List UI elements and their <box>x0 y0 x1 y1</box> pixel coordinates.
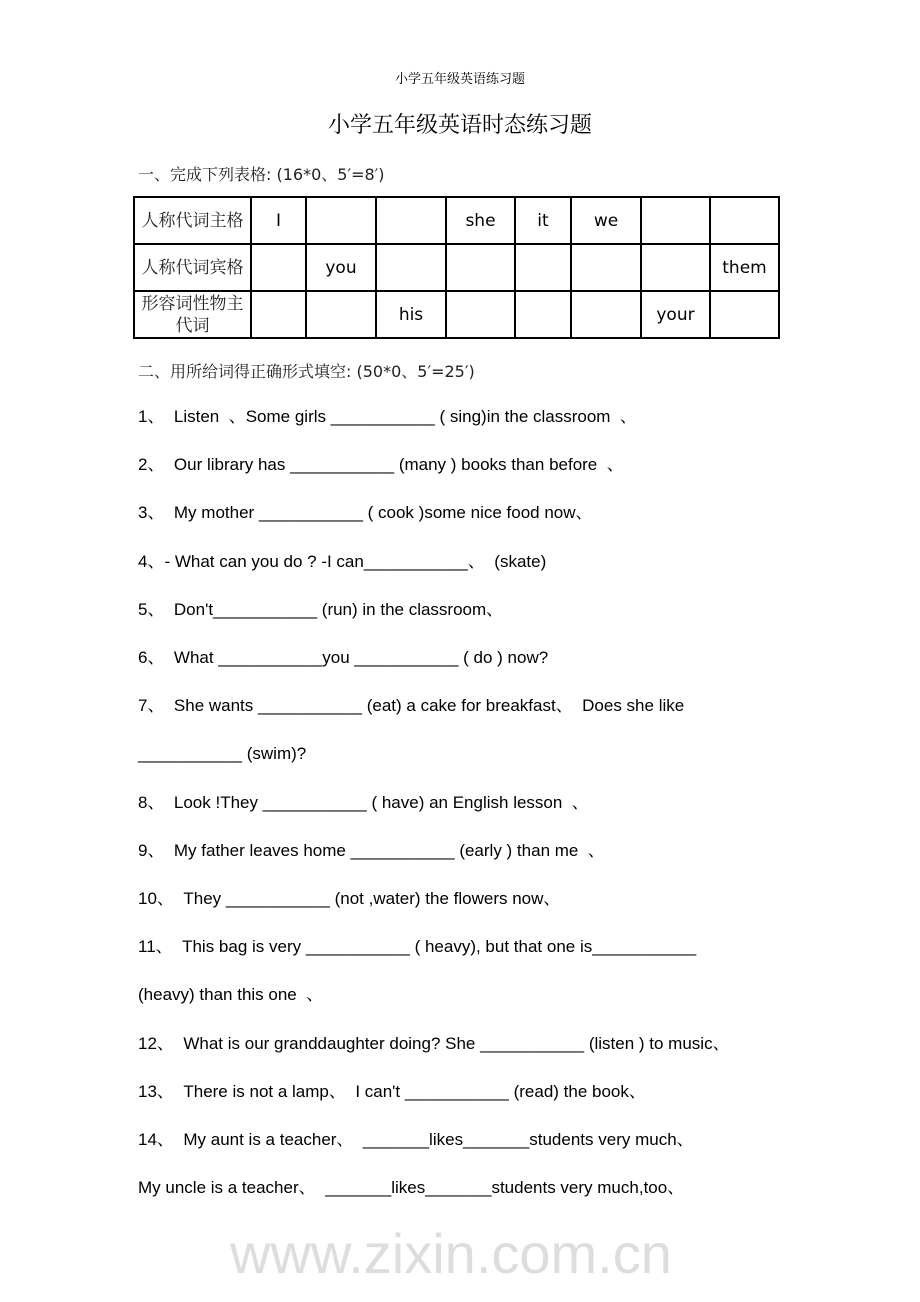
exercise-line: ___________ (swim)? <box>138 744 307 764</box>
exercise-line: 13、 There is not a lamp、 I can't ___________ (read) the book、 <box>138 1081 646 1101</box>
table-cell <box>251 291 306 338</box>
exercise-line: 3、 My mother ___________ ( cook )some nice food now、 <box>138 503 593 523</box>
section-2-heading: 二、用所给词得正确形式填空: (50*0、5′=25′) <box>138 362 475 381</box>
table-cell: you <box>306 244 376 291</box>
exercise-line: 5、 Don't___________ (run) in the classroom、 <box>138 599 504 619</box>
table-cell: his <box>376 291 446 338</box>
table-row <box>134 291 779 338</box>
table-cell <box>515 291 571 338</box>
exercise-line: My uncle is a teacher、 _______likes_______students very much,too、 <box>138 1178 685 1198</box>
exercise-line: 11、 This bag is very ___________ ( heavy), but that one is___________ <box>138 937 697 957</box>
table-cell <box>306 291 376 338</box>
table-cell <box>306 197 376 244</box>
table-cell <box>641 244 710 291</box>
page-header: 小学五年级英语练习题 <box>394 72 525 87</box>
exercise-line: 10、 They ___________ (not ,water) the flowers now、 <box>138 889 561 908</box>
table-cell: them <box>710 244 779 291</box>
table-row <box>134 244 779 291</box>
table-cell: I <box>251 197 306 244</box>
table-cell <box>446 291 515 338</box>
row-header: 人称代词宾格 <box>134 244 251 291</box>
table-cell: it <box>515 197 571 244</box>
table-cell <box>710 197 779 244</box>
pronoun-table <box>133 196 780 339</box>
table-cell <box>710 291 779 338</box>
table-cell <box>376 197 446 244</box>
exercise-line: 1、 Listen 、Some girls ___________ ( sing)in the classroom 、 <box>138 407 637 426</box>
row-header: 人称代词主格 <box>134 197 251 244</box>
table-cell <box>446 244 515 291</box>
table-cell: she <box>446 197 515 244</box>
section-1-heading: 一、完成下列表格: (16*0、5′=8′) <box>138 165 385 184</box>
watermark: www.zixin.com.cn <box>230 1222 672 1285</box>
exercise-line: 4、- What can you do ? -I can___________、 (skate) <box>138 551 547 571</box>
table-cell: we <box>571 197 641 244</box>
exercise-line: 9、 My father leaves home ___________ (early ) than me 、 <box>138 840 605 860</box>
exercise-line: 7、 She wants ___________ (eat) a cake for breakfast、 Does she like <box>138 696 685 716</box>
exercise-line: 14、 My aunt is a teacher、 _______likes_______students very much、 <box>138 1130 694 1149</box>
table-cell <box>641 197 710 244</box>
table-cell <box>251 244 306 291</box>
table-row <box>134 197 779 244</box>
table-cell: your <box>641 291 710 338</box>
table-cell <box>515 244 571 291</box>
exercise-line: 2、 Our library has ___________ (many ) books than before 、 <box>138 455 624 475</box>
exercise-line: 8、 Look !They ___________ ( have) an English lesson 、 <box>138 792 589 812</box>
exercise-line: 12、 What is our granddaughter doing? She ___________ (listen ) to music、 <box>138 1033 730 1053</box>
table-cell <box>376 244 446 291</box>
table-cell <box>571 244 641 291</box>
table-cell <box>571 291 641 338</box>
exercise-line: 6、 What ___________you ___________ ( do ) now? <box>138 648 549 667</box>
page-title: 小学五年级英语时态练习题 <box>327 113 592 138</box>
row-header: 形容词性物主代词 <box>134 291 251 338</box>
exercise-line: (heavy) than this one 、 <box>138 985 324 1005</box>
